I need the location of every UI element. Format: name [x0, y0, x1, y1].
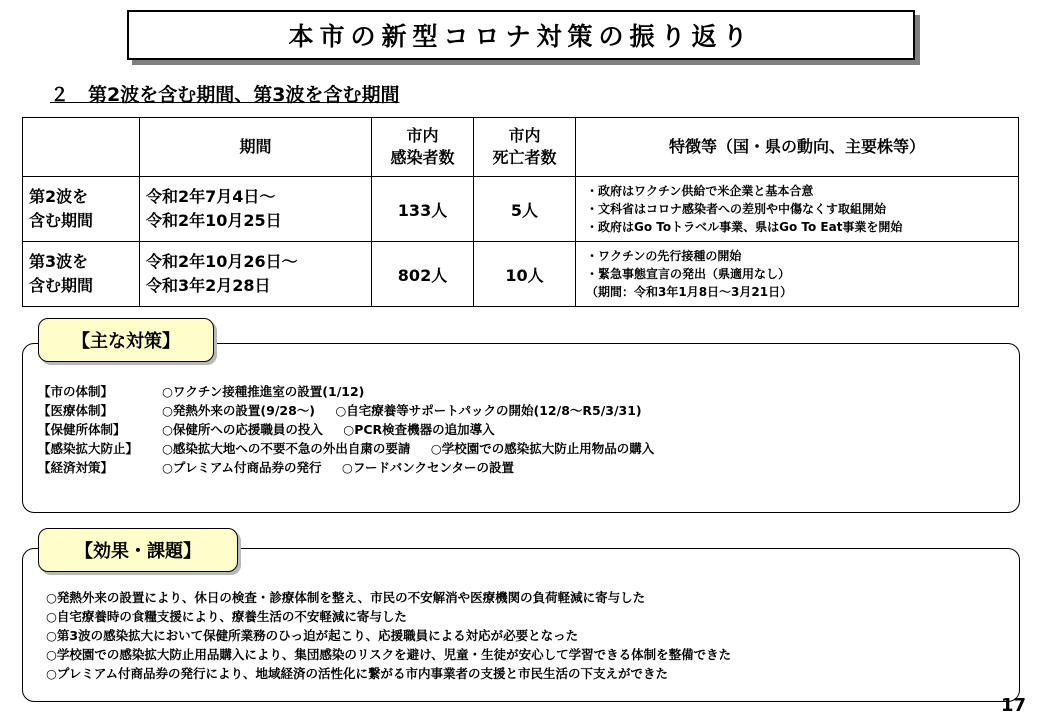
feature-item: ・文科省はコロナ感染者への差別や中傷なくす取組開始 — [586, 202, 887, 216]
list-item — [38, 382, 654, 401]
feature-item: ・緊急事態宣言の発出（県適用なし） — [586, 267, 791, 281]
header-deaths: 市内 死亡者数 — [474, 118, 576, 177]
list-item — [38, 458, 654, 477]
list-item — [38, 439, 654, 458]
measure-item: ○PCR検査機器の追加導入 — [343, 422, 495, 437]
list-item: ○学校園での感染拡大防止用品購入により、集団感染のリスクを避け、児童・生徒が安心して学習できる体制を整備できた — [46, 647, 732, 662]
table-row — [23, 177, 1019, 242]
feature-item: （期間：令和3年1月8日～3月21日） — [586, 285, 793, 299]
infection-count: 802人 — [372, 242, 474, 307]
measure-category: 【保健所体制】 — [38, 422, 126, 437]
measure-item: ○ワクチン接種推進室の設置(1/12) — [162, 384, 365, 399]
features-cell — [576, 177, 1019, 242]
effects-label: 【効果・課題】 — [38, 528, 238, 572]
measure-item: ○発熱外来の設置(9/28～) — [162, 403, 315, 418]
measure-category: 【市の体制】 — [38, 384, 114, 399]
list-item — [38, 401, 654, 420]
header-period: 期間 — [140, 118, 372, 177]
header-features: 特徴等（国・県の動向、主要株等） — [576, 118, 1019, 177]
measure-item: ○プレミアム付商品券の発行 — [162, 460, 322, 475]
measure-category: 【感染拡大防止】 — [38, 441, 139, 456]
header-infections: 市内 感染者数 — [372, 118, 474, 177]
list-item: ○プレミアム付商品券の発行により、地域経済の活性化に繋がる市内事業者の支援と市民生活の下支えができた — [46, 666, 669, 681]
measure-item: ○自宅療養等サポートパックの開始(12/8～R5/3/31) — [335, 403, 642, 418]
death-count: 5人 — [474, 177, 576, 242]
list-item: ○発熱外来の設置により、休日の検査・診療体制を整え、市民の不安解消や医療機関の負荷軽減に寄与した — [46, 590, 646, 605]
period-stats-table — [22, 117, 1019, 307]
list-item: ○自宅療養時の食糧支援により、療養生活の不安軽減に寄与した — [46, 609, 407, 624]
measure-item: ○学校園での感染拡大防止用物品の購入 — [430, 441, 655, 456]
measure-category: 【経済対策】 — [38, 460, 114, 475]
list-item — [38, 420, 654, 439]
death-count: 10人 — [474, 242, 576, 307]
measure-item: ○感染拡大地への不要不急の外出自粛の要請 — [162, 441, 411, 456]
measure-category: 【医療体制】 — [38, 403, 114, 418]
period-name: 第2波を 含む期間 — [23, 177, 140, 242]
list-item: ○第3波の感染拡大において保健所業務のひっ迫が起こり、応援職員による対応が必要となった — [46, 628, 579, 643]
table-header-row — [23, 118, 1019, 177]
date-range: 令和2年10月26日～ 令和3年2月28日 — [140, 242, 372, 307]
features-cell — [576, 242, 1019, 307]
measures-label: 【主な対策】 — [38, 318, 214, 362]
feature-item: ・政府はワクチン供給で米企業と基本合意 — [586, 184, 814, 198]
measure-item: ○フードバンクセンターの設置 — [341, 460, 514, 475]
page-number: 17 — [1000, 695, 1026, 716]
date-range: 令和2年7月4日～ 令和2年10月25日 — [140, 177, 372, 242]
header-blank — [23, 118, 140, 177]
measures-list — [38, 382, 654, 477]
infection-count: 133人 — [372, 177, 474, 242]
slide-title: 本市の新型コロナ対策の振り返り — [127, 10, 915, 60]
section-heading: ２ 第2波を含む期間、第3波を含む期間 — [50, 84, 400, 106]
effects-list — [46, 588, 731, 683]
period-name: 第3波を 含む期間 — [23, 242, 140, 307]
feature-item: ・ワクチンの先行接種の開始 — [586, 249, 742, 263]
measure-item: ○保健所への応援職員の投入 — [162, 422, 323, 437]
table-row — [23, 242, 1019, 307]
feature-item: ・政府はGo Toトラベル事業、県はGo To Eat事業を開始 — [586, 220, 903, 234]
